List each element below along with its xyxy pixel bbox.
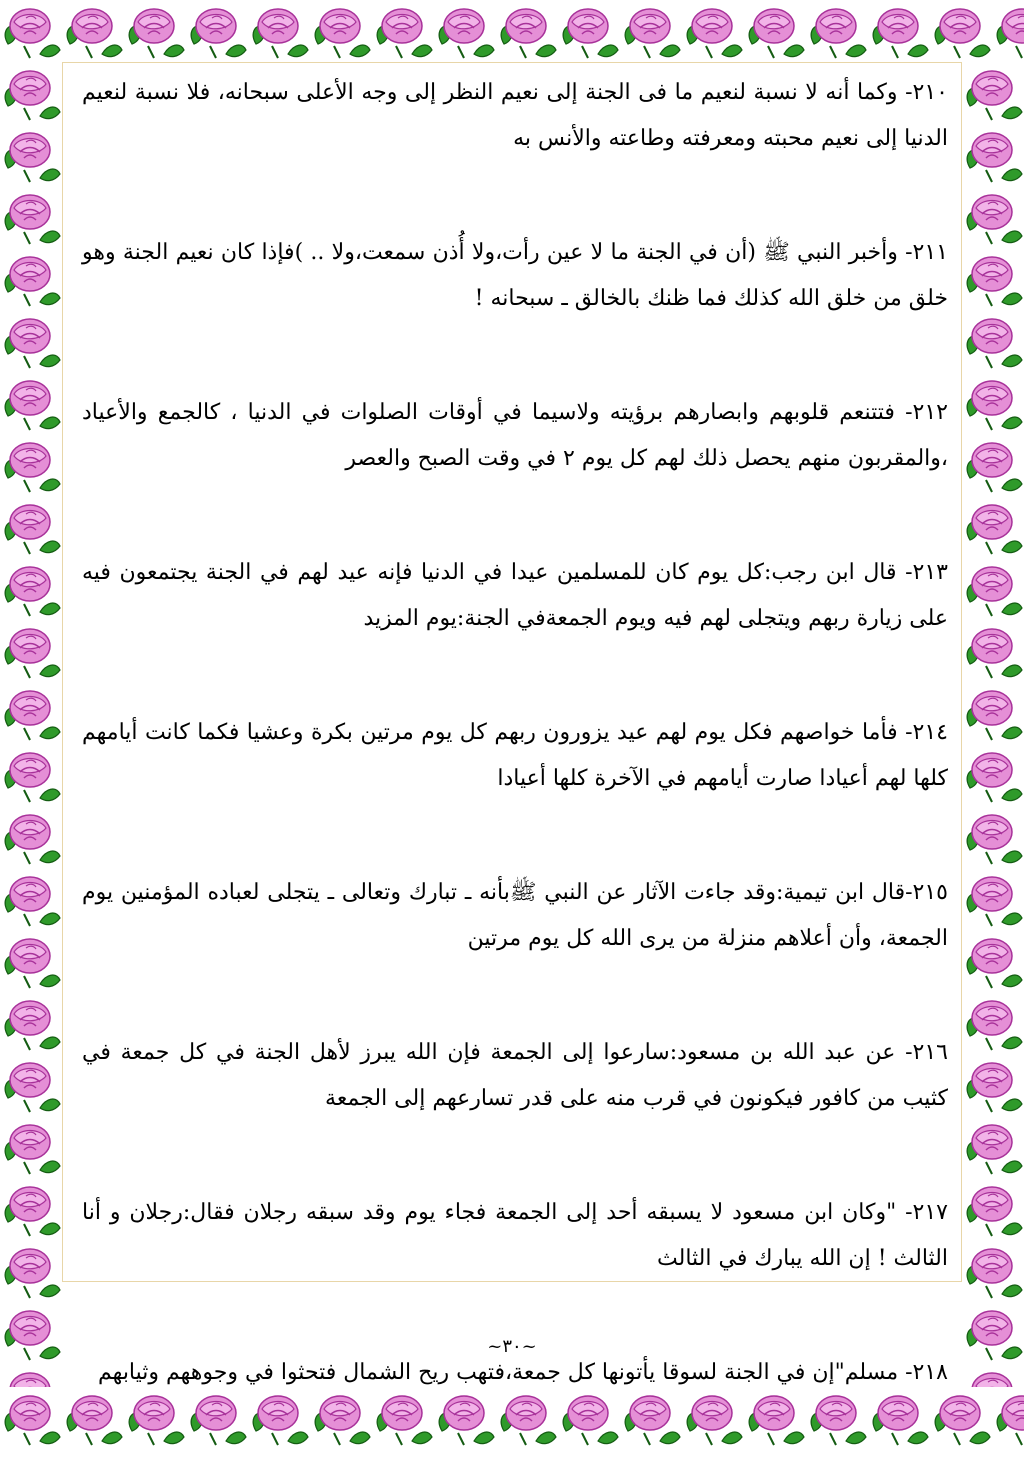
- pink-rose-with-leaves-icon: [0, 930, 62, 992]
- pink-rose-with-leaves-icon: [962, 1364, 1024, 1387]
- pink-rose-with-leaves-icon: [62, 0, 124, 62]
- pink-rose-with-leaves-icon: [962, 806, 1024, 868]
- pink-rose-with-leaves-icon: [962, 434, 1024, 496]
- pink-rose-with-leaves-icon: [0, 248, 62, 310]
- rose-border-right: [962, 62, 1024, 1387]
- pink-rose-with-leaves-icon: [0, 744, 62, 806]
- pink-rose-with-leaves-icon: [992, 0, 1024, 62]
- rose-border-top: [0, 0, 1024, 62]
- paragraph-214: ٢١٤- فأما خواصهم فكل يوم لهم عيد يزورون ربهم كل يوم مرتين بكرة وعشيا فكما كانت أيامهم كلها لهم أعيادا صارت أيامهم في الآخرة كلها أعيادا: [82, 720, 948, 791]
- pink-rose-with-leaves-icon: [620, 0, 682, 62]
- paragraph-213: ٢١٣- قال ابن رجب:كل يوم كان للمسلمين عيدا في الدنيا فإنه عيد لهم في الجنة يجتمعون فيه على زيارة ربهم ويتجلى لهم فيه ويوم الجمعةفي الجنة:يوم المزيد: [82, 560, 948, 631]
- pink-rose-with-leaves-icon: [962, 868, 1024, 930]
- pink-rose-with-leaves-icon: [962, 682, 1024, 744]
- pink-rose-with-leaves-icon: [806, 0, 868, 62]
- pink-rose-with-leaves-icon: [0, 868, 62, 930]
- pink-rose-with-leaves-icon: [0, 434, 62, 496]
- pink-rose-with-leaves-icon: [962, 124, 1024, 186]
- pink-rose-with-leaves-icon: [0, 124, 62, 186]
- pink-rose-with-leaves-icon: [962, 744, 1024, 806]
- pink-rose-with-leaves-icon: [962, 992, 1024, 1054]
- pink-rose-with-leaves-icon: [558, 0, 620, 62]
- pink-rose-with-leaves-icon: [124, 0, 186, 62]
- pink-rose-with-leaves-icon: [962, 248, 1024, 310]
- pink-rose-with-leaves-icon: [0, 1364, 62, 1387]
- pink-rose-with-leaves-icon: [186, 0, 248, 62]
- pink-rose-with-leaves-icon: [248, 0, 310, 62]
- pink-rose-with-leaves-icon: [992, 1387, 1024, 1449]
- paragraph-217: ٢١٧- "وكان ابن مسعود لا يسبقه أحد إلى الجمعة فجاء يوم وقد سبقه رجلان فقال:رجلان و أنا الثالث ! إن الله يبارك في الثالث: [82, 1200, 948, 1271]
- pink-rose-with-leaves-icon: [962, 310, 1024, 372]
- pink-rose-with-leaves-icon: [930, 0, 992, 62]
- pink-rose-with-leaves-icon: [962, 1240, 1024, 1302]
- pink-rose-with-leaves-icon: [0, 1240, 62, 1302]
- pink-rose-with-leaves-icon: [0, 496, 62, 558]
- pink-rose-with-leaves-icon: [962, 1116, 1024, 1178]
- pink-rose-with-leaves-icon: [0, 806, 62, 868]
- pink-rose-with-leaves-icon: [0, 620, 62, 682]
- pink-rose-with-leaves-icon: [0, 682, 62, 744]
- pink-rose-with-leaves-icon: [0, 62, 62, 124]
- pink-rose-with-leaves-icon: [0, 1116, 62, 1178]
- paragraph-218: ٢١٨- مسلم"إن في الجنة لسوقا يأتونها كل جمعة،فتهب ريح الشمال فتحثوا في وجوههم وثيابهم: [98, 1360, 948, 1385]
- pink-rose-with-leaves-icon: [744, 0, 806, 62]
- paragraph-210: ٢١٠- وكما أنه لا نسبة لنعيم ما فى الجنة إلى نعيم النظر إلى وجه الأعلى سبحانه، فلا نسبة لنعيم الدنيا إلى نعيم محبته ومعرفته وطاعته والأنس به: [82, 80, 948, 151]
- pink-rose-with-leaves-icon: [962, 186, 1024, 248]
- pink-rose-with-leaves-icon: [962, 1054, 1024, 1116]
- paragraph-211: ٢١١- وأخبر النبي ﷺ (أن في الجنة ما لا عين رأت،ولا أُذن سمعت،ولا .. )فإذا كان نعيم الجنة وهو خلق من خلق الله كذلك فما ظنك بالخالق ـ سبحانه !: [82, 240, 948, 311]
- pink-rose-with-leaves-icon: [962, 62, 1024, 124]
- pink-rose-with-leaves-icon: [962, 620, 1024, 682]
- pink-rose-with-leaves-icon: [868, 0, 930, 62]
- paragraph-215: ٢١٥-قال ابن تيمية:وقد جاءت الآثار عن النبي ﷺبأنه ـ تبارك وتعالى ـ يتجلى لعباده المؤمنين يوم الجمعة، وأن أعلاهم منزلة من يرى الله كل يوم مرتين: [82, 880, 948, 951]
- pink-rose-with-leaves-icon: [434, 0, 496, 62]
- pink-rose-with-leaves-icon: [0, 1178, 62, 1240]
- pink-rose-with-leaves-icon: [372, 0, 434, 62]
- pink-rose-with-leaves-icon: [962, 1178, 1024, 1240]
- pink-rose-with-leaves-icon: [496, 0, 558, 62]
- pink-rose-with-leaves-icon: [0, 558, 62, 620]
- pink-rose-with-leaves-icon: [962, 496, 1024, 558]
- pink-rose-with-leaves-icon: [962, 558, 1024, 620]
- pink-rose-with-leaves-icon: [0, 1387, 62, 1449]
- pink-rose-with-leaves-icon: [0, 310, 62, 372]
- pink-rose-with-leaves-icon: [682, 0, 744, 62]
- pink-rose-with-leaves-icon: [0, 992, 62, 1054]
- pink-rose-with-leaves-icon: [0, 0, 62, 62]
- paragraph-216: ٢١٦- عن عبد الله بن مسعود:سارعوا إلى الجمعة فإن الله يبرز لأهل الجنة في كل جمعة في كثيب من كافور فيكونون في قرب منه على قدر تسارعهم إلى الجمعة: [82, 1040, 948, 1111]
- pink-rose-with-leaves-icon: [0, 372, 62, 434]
- page-body: [82, 70, 948, 1464]
- paragraph-212: ٢١٢- فتتنعم قلوبهم وابصارهم برؤيته ولاسيما في أوقات الصلوات في الدنيا ، كالجمع والأعياد ،والمقربون منهم يحصل ذلك لهم كل يوم ٢ في وقت الصبح والعصر: [82, 400, 948, 471]
- pink-rose-with-leaves-icon: [962, 930, 1024, 992]
- pink-rose-with-leaves-icon: [962, 372, 1024, 434]
- pink-rose-with-leaves-icon: [0, 1054, 62, 1116]
- rose-border-left: [0, 62, 62, 1387]
- pink-rose-with-leaves-icon: [0, 186, 62, 248]
- pink-rose-with-leaves-icon: [310, 0, 372, 62]
- page-number: ~٣٠~: [487, 1336, 537, 1357]
